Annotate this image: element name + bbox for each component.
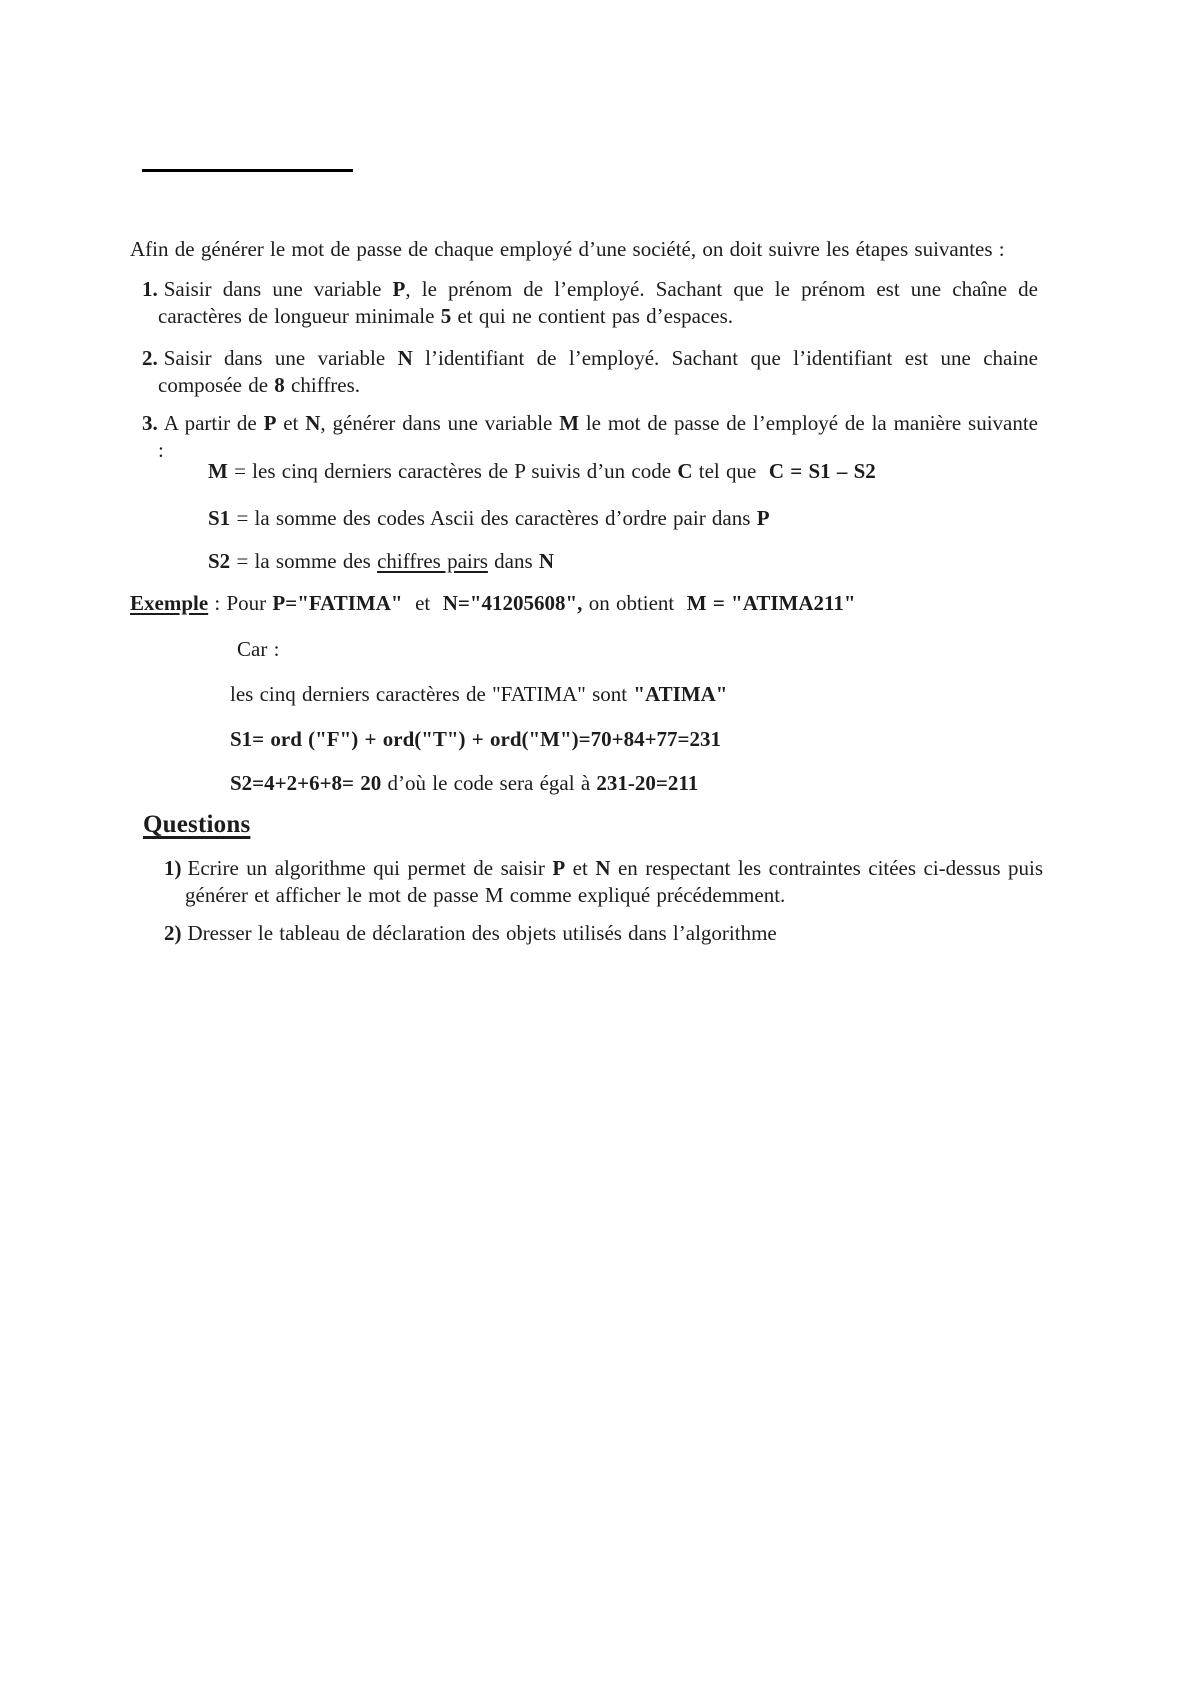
question-number: 1) [164, 856, 182, 880]
text-segment: on obtient [582, 591, 687, 615]
text-segment: A partir de [163, 411, 264, 435]
text-segment: Car : [237, 637, 280, 661]
example-s2-computation [230, 770, 1020, 797]
text-segment: et [565, 856, 596, 880]
text-segment: C [677, 459, 693, 483]
question-text [185, 856, 1043, 907]
intro-paragraph [130, 236, 1025, 263]
text-segment: N="41205608", [442, 591, 583, 615]
example-explanation-line [230, 681, 1020, 708]
text-segment: 8 [274, 373, 285, 397]
text-segment: Saisir dans une variable [163, 277, 393, 301]
step-text [158, 346, 1038, 397]
text-segment: N [397, 346, 413, 370]
question-item-2 [164, 920, 1043, 947]
text-segment: le mot de passe de l’employé de la manière suivante : [158, 411, 1039, 462]
step-item-1 [142, 276, 1038, 330]
text-segment: S1= ord ("F") + ord("T") + ord("M")=70+84+77=231 [230, 727, 722, 751]
step-item-3 [142, 410, 1038, 464]
text-segment: et [276, 411, 306, 435]
text-segment: M [559, 411, 580, 435]
text-segment: M [208, 459, 228, 483]
text-segment: d’où le code sera égal à [381, 771, 597, 795]
text-segment: en respectant les contraintes citées ci-dessus puis générer et afficher le mot de passe M comme expliqué précédemment. [185, 856, 1043, 907]
horizontal-rule [142, 169, 353, 172]
question-number: 2) [164, 921, 182, 945]
example-header [130, 590, 1025, 617]
text-segment: = la somme des [230, 549, 378, 573]
text-segment: Dresser le tableau de déclaration des objets utilisés dans l’algorithme [187, 921, 777, 945]
step-text [158, 411, 1038, 462]
text-segment: P [552, 856, 566, 880]
question-item-1 [164, 855, 1043, 909]
text-segment: 5 [440, 304, 452, 328]
text-segment: chiffres pairs [377, 549, 488, 573]
text-segment: P [392, 277, 406, 301]
text-segment: S2=4+2+6+8= 20 [230, 771, 382, 795]
text-segment: P [756, 506, 770, 530]
text-segment: "ATIMA" [633, 682, 728, 706]
questions-heading [143, 810, 543, 840]
text-segment: S1 [208, 506, 231, 530]
definition-s2 [208, 548, 1023, 575]
step-text [158, 277, 1038, 328]
definition-s1 [208, 505, 1023, 532]
text-segment: = la somme des codes Ascii des caractères d’ordre pair dans [230, 506, 757, 530]
definition-m [208, 458, 1023, 485]
example-s1-computation [230, 726, 1020, 753]
text-segment: Exemple [130, 591, 209, 615]
question-text [188, 921, 777, 945]
step-number: 1. [142, 277, 158, 301]
step-number: 2. [142, 346, 158, 370]
text-segment: = les cinq derniers caractères de P suivis d’un code [227, 459, 678, 483]
text-segment: tel que [692, 459, 769, 483]
text-segment: Saisir dans une variable [163, 346, 398, 370]
text-segment: 231-20=211 [596, 771, 699, 795]
text-segment: Questions [143, 811, 251, 838]
text-segment: les cinq derniers caractères de "FATIMA" sont [230, 682, 634, 706]
text-segment: : Pour [208, 591, 273, 615]
text-segment: C = S1 – S2 [768, 459, 876, 483]
text-segment: , générer dans une variable [320, 411, 560, 435]
text-segment: N [538, 549, 555, 573]
text-segment: Afin de générer le mot de passe de chaque employé d’une société, on doit suivre les étapes suivantes : [130, 237, 1005, 261]
text-segment: M = "ATIMA211" [686, 591, 856, 615]
text-segment: et qui ne contient pas d’espaces. [451, 304, 734, 328]
text-segment: N [595, 856, 611, 880]
text-segment: l’identifiant de l’employé. Sachant que l’identifiant est une chaine composée de [158, 346, 1038, 397]
text-segment: P [263, 411, 277, 435]
text-segment: P="FATIMA" [272, 591, 403, 615]
text-segment: , le prénom de l’employé. Sachant que le prénom est une chaîne de caractères de longueur minimale [158, 277, 1038, 328]
text-segment: et [402, 591, 443, 615]
example-car-label [237, 636, 837, 663]
text-segment: N [305, 411, 321, 435]
text-segment: chiffres. [284, 373, 361, 397]
text-segment: dans [487, 549, 539, 573]
text-segment: S2 [208, 549, 231, 573]
text-segment: Ecrire un algorithme qui permet de saisir [187, 856, 553, 880]
step-number: 3. [142, 411, 158, 435]
step-item-2 [142, 345, 1038, 399]
